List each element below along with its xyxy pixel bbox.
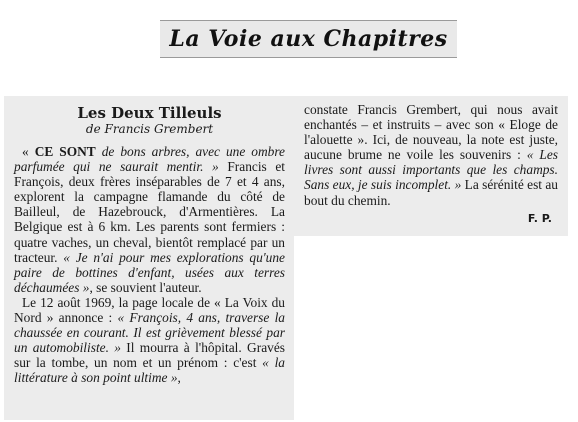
masthead-title: La Voie aux Chapitres [169, 26, 448, 52]
article-title: Les Deux Tilleuls [77, 104, 222, 122]
quote-text: « François, 4 ans, traverse la chaussée en courant. Il est grièvement blessé par un automobiliste. » [14, 310, 285, 356]
body-text: , se souvient l'auteur. [89, 279, 202, 295]
body-text: constate Francis Grembert, qui nous avait enchantés – et instruits – avec son « Eloge de l'alouette ». Ici, de nouveau, la note est juste, aucune brume ne voile les souvenirs : [304, 102, 558, 163]
body-text: , [177, 370, 181, 386]
article-body-left [14, 144, 285, 386]
article-clipping-left [4, 96, 294, 420]
body-text: Le 12 août 1969, la page locale de « La Voix du Nord » annonce : [14, 294, 285, 326]
lead-in-text: CE SONT [34, 144, 96, 159]
article-paragraph [14, 295, 285, 386]
quote-text: « Je n'ai pour mes explorations qu'une paire de bottines d'enfant, usées aux terres déchaumées » [14, 249, 285, 295]
article-signature: F. P. [527, 211, 552, 225]
article-body-right [304, 102, 558, 208]
article-paragraph [14, 144, 285, 295]
quote-text: de bons arbres, avec une ombre parfumée qui ne saurait mentir. » [14, 144, 285, 175]
article-paragraph [304, 102, 558, 208]
body-text: Francis et François, deux frères inséparables de 7 et 4 ans, explorent la campagne flamande du côté de Bailleul, de Hazebrouck, d'Armentières. La Belgique est à 6 km. Les parents sont fermiers : quatre vaches, un cheval, bientôt remplacé par un tracteur. [14, 159, 286, 265]
article-author: de Francis Grembert [85, 122, 214, 136]
quote-text: « la littérature à son point ultime » [14, 355, 285, 386]
body-text: Il mourra à l'hôpital. Gravés sur la tombe, un nom et un prénom : c'est [14, 340, 285, 371]
masthead-banner [160, 20, 457, 58]
body-text: « [22, 144, 35, 159]
quote-text: « Les livres sont aussi importants que les champs. Sans eux, je suis incomplet. » [304, 147, 558, 193]
article-clipping-right [294, 96, 568, 236]
body-text: La sérénité est au bout du chemin. [304, 177, 558, 208]
